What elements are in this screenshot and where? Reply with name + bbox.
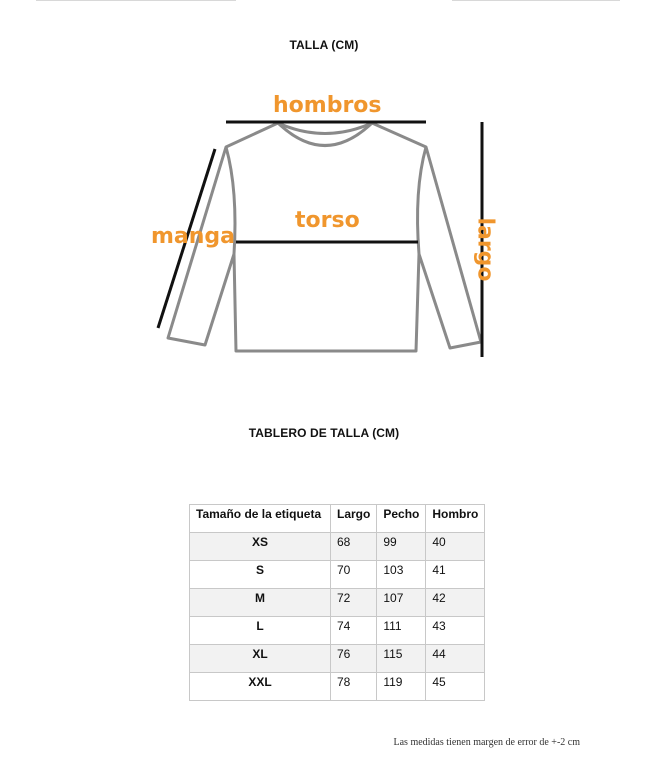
table-row: [190, 645, 485, 673]
garment-diagram: [140, 90, 520, 370]
size-cell: XS: [190, 533, 331, 561]
length-cell: 70: [331, 561, 377, 589]
chest-cell: 115: [377, 645, 426, 673]
chest-cell: 99: [377, 533, 426, 561]
length-cell: 78: [331, 673, 377, 701]
chest-cell: 119: [377, 673, 426, 701]
header-length: Largo: [331, 505, 377, 533]
torso-label: torso: [295, 208, 360, 233]
top-border-right: [452, 0, 620, 1]
table-row: [190, 561, 485, 589]
length-cell: 68: [331, 533, 377, 561]
shoulder-cell: 43: [426, 617, 485, 645]
header-size-label: Tamaño de la etiqueta: [190, 505, 331, 533]
measurement-footnote: Las medidas tienen margen de error de +-2 cm: [393, 737, 580, 748]
shoulder-cell: 45: [426, 673, 485, 701]
sweater-neckline: [278, 123, 372, 134]
header-shoulder: Hombro: [426, 505, 485, 533]
header-chest: Pecho: [377, 505, 426, 533]
sleeve-label: manga: [151, 224, 236, 249]
shoulder-cell: 42: [426, 589, 485, 617]
table-row: [190, 533, 485, 561]
size-cell: XL: [190, 645, 331, 673]
shoulder-cell: 41: [426, 561, 485, 589]
size-cell: L: [190, 617, 331, 645]
chest-cell: 107: [377, 589, 426, 617]
size-chart-title: TABLERO DE TALLA (CM): [248, 426, 400, 440]
length-label: largo: [472, 217, 498, 282]
length-cell: 76: [331, 645, 377, 673]
table-row: [190, 673, 485, 701]
table-header-row: [190, 505, 485, 533]
right-sleeve-inner: [418, 147, 426, 254]
shoulder-cell: 44: [426, 645, 485, 673]
shoulders-label: hombros: [273, 93, 382, 118]
length-cell: 72: [331, 589, 377, 617]
table-row: [190, 589, 485, 617]
chest-cell: 103: [377, 561, 426, 589]
size-cell: M: [190, 589, 331, 617]
chest-cell: 111: [377, 617, 426, 645]
size-chart-table: [189, 504, 485, 701]
size-cell: S: [190, 561, 331, 589]
size-cell: XXL: [190, 673, 331, 701]
page-title: TALLA (CM): [289, 38, 359, 52]
length-cell: 74: [331, 617, 377, 645]
shoulder-cell: 40: [426, 533, 485, 561]
top-border-left: [36, 0, 236, 1]
table-row: [190, 617, 485, 645]
